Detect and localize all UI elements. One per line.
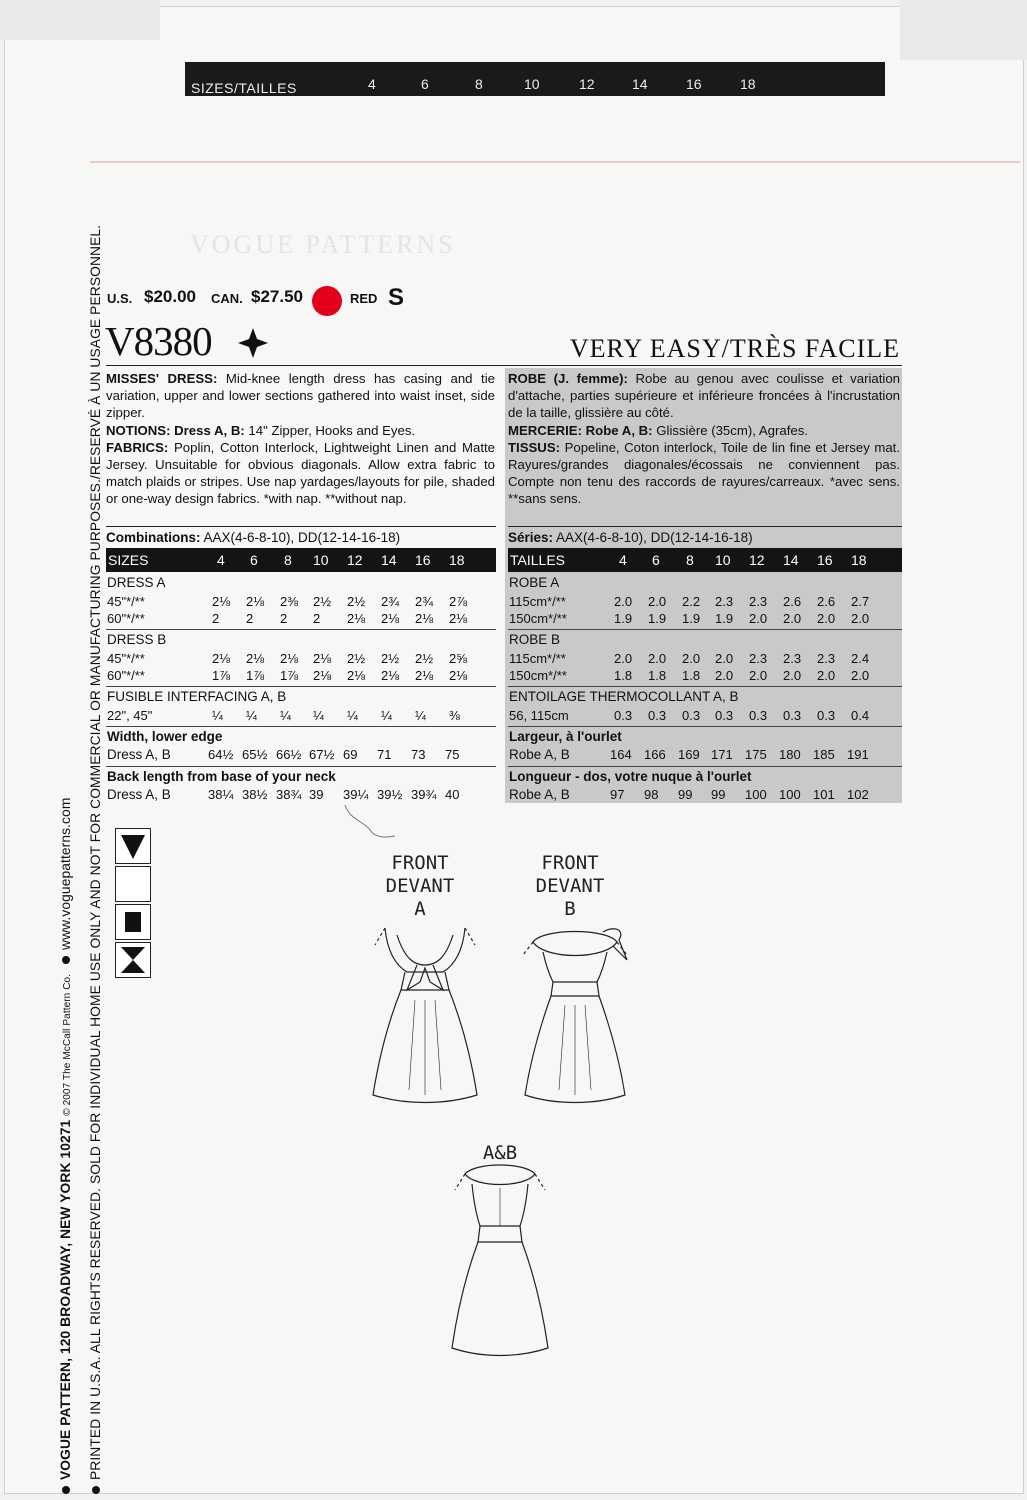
yardage-cell: 69 (343, 747, 358, 762)
yardage-cell: 1.9 (715, 611, 734, 626)
size-col: 10 (715, 552, 731, 568)
tailles-header-label: TAILLES (510, 552, 565, 568)
yardage-cell: 38¾ (276, 787, 302, 802)
size-col: 10 (313, 552, 329, 568)
yardage-cell: 2.7 (851, 594, 870, 609)
yardage-cell: 1.9 (614, 611, 633, 626)
yardage-cell: 98 (644, 787, 659, 802)
view-b-label (520, 852, 620, 921)
yardage-cell: 2.4 (851, 651, 870, 666)
bullet-icon (92, 1486, 100, 1494)
yardage-cell: 1.8 (648, 668, 667, 683)
yardage-cell: 2⅛ (246, 651, 265, 666)
table-separator (508, 629, 902, 630)
size-bar-size: 6 (421, 76, 429, 92)
series-title: Séries: (508, 530, 554, 545)
website-text: www.voguepatterns.com (58, 797, 73, 950)
yardage-cell: 2.0 (783, 668, 802, 683)
yardage-cell: 2.6 (783, 594, 802, 609)
yardage-cell: 2⅛ (280, 651, 299, 666)
yardage-cell: 2.0 (749, 668, 768, 683)
yardage-cell: 100 (779, 787, 801, 802)
yardage-cell: 99 (711, 787, 726, 802)
yardage-cell: 2⅛ (212, 651, 231, 666)
yardage-cell: 2⅛ (313, 668, 332, 683)
yardage-cell: ⅜ (449, 708, 460, 723)
tissus-title: TISSUS: (508, 439, 561, 455)
price-letter: S (388, 284, 405, 311)
yardage-cell: 2.0 (817, 611, 836, 626)
size-bar-size: 16 (686, 76, 702, 92)
yardage-cell: 2¾ (415, 594, 434, 609)
size-col: 8 (284, 552, 292, 568)
triangle-symbol (115, 828, 151, 864)
view-a-line3: A (414, 898, 426, 920)
yardage-cell: 171 (711, 747, 733, 762)
yardage-cell: 2.0 (715, 651, 734, 666)
yardage-cell: 2 (313, 611, 321, 626)
yardage-cell: ¼ (246, 708, 257, 723)
square-symbol (115, 904, 151, 940)
price-us-value: $20.00 (144, 287, 196, 306)
dress-a-front-drawing (365, 920, 485, 1120)
combinations-rule (106, 526, 496, 527)
size-col: 6 (652, 552, 660, 568)
yardage-cell: 2⅛ (449, 668, 468, 683)
yardage-cell: 2.2 (682, 594, 701, 609)
yardage-cell: 2⅛ (313, 651, 332, 666)
notions-title: NOTIONS: Dress A, B: (106, 422, 245, 438)
yardage-cell: 2⅛ (347, 611, 366, 626)
yardage-cell: 73 (411, 747, 426, 762)
yardage-cell: 2⅛ (381, 611, 400, 626)
dress-b-front-drawing (515, 920, 635, 1120)
blank-symbol (115, 866, 151, 902)
yardage-cell: ¼ (280, 708, 291, 723)
yardage-cell: 0.3 (648, 708, 667, 723)
yardage-cell: 1.8 (614, 668, 633, 683)
red-color-dot (312, 286, 342, 316)
yardage-cell: 2.0 (749, 611, 768, 626)
yardage-cell: 39¾ (411, 787, 437, 802)
yardage-cell: 169 (678, 747, 700, 762)
view-a-label (370, 852, 470, 921)
dress-back-drawing (440, 1160, 560, 1370)
hourglass-symbol (115, 942, 151, 978)
filled-square-icon (116, 905, 150, 939)
table-separator (508, 686, 902, 687)
yardage-cell: 2⅛ (212, 594, 231, 609)
yardage-cell: 2⅛ (415, 668, 434, 683)
robe-a-115-label: 115cm*/** (509, 594, 566, 609)
yardage-cell: 185 (813, 747, 835, 762)
yardage-cell: 39 (309, 787, 324, 802)
size-col: 14 (783, 552, 799, 568)
size-col: 12 (749, 552, 765, 568)
size-col: 16 (415, 552, 431, 568)
triangle-down-icon (116, 829, 150, 863)
yardage-cell: 39½ (377, 787, 403, 802)
yardage-cell: 2⅛ (415, 611, 434, 626)
size-col: 8 (686, 552, 694, 568)
view-b-line3: B (564, 898, 576, 920)
pen-mark (340, 800, 400, 840)
yardage-cell: 2 (280, 611, 288, 626)
view-a-line1: FRONT (391, 852, 449, 874)
yardage-cell: 2⅜ (280, 594, 299, 609)
address-text: PRINTED IN U.S.A. ALL RIGHTS RESERVED. SOLD FOR INDIVIDUAL HOME USE ONLY AND NOT FOR COMMERCIAL OR MANUFACTURING PURPOSES./RESERVÉ À UN USAGE PERSONNEL. (88, 224, 103, 1480)
yardage-cell: 2.0 (851, 611, 870, 626)
sizes-header-label: SIZES (108, 552, 149, 568)
yardage-cell: 2.0 (614, 651, 633, 666)
tissus-text: Popeline, Coton interlock, Toile de lin fine et Jersey mat. Rayures/grandes diagonales/écossais ne conviennent pas. Compte non tenu des raccords de rayures/carreaux. *avec sens. **sans sens. (508, 439, 901, 507)
yardage-cell: ¼ (347, 708, 358, 723)
size-col: 14 (381, 552, 397, 568)
size-bar-size: 10 (524, 76, 540, 92)
bullet-icon (62, 956, 70, 964)
yardage-cell: 2⅛ (449, 611, 468, 626)
yardage-cell: 2.0 (783, 611, 802, 626)
longueur-title: Longueur - dos, votre nuque à l'ourlet (509, 769, 752, 784)
difficulty-label: VERY EASY/TRÈS FACILE (569, 334, 900, 363)
yardage-cell: 1⅞ (212, 668, 231, 683)
price-color-label: RED (350, 291, 378, 306)
yardage-cell: 2¾ (381, 594, 400, 609)
size-col: 18 (851, 552, 867, 568)
series-rule (508, 526, 902, 527)
yardage-cell: 0.3 (614, 708, 633, 723)
english-description (106, 370, 495, 508)
yardage-cell: 2 (246, 611, 254, 626)
size-bar-size: 14 (632, 76, 648, 92)
series-line (508, 530, 753, 545)
back-length-title: Back length from base of your neck (107, 769, 336, 784)
notions-text: 14" Zipper, Hooks and Eyes. (248, 422, 416, 438)
entoilage-label: ENTOILAGE THERMOCOLLANT A, B (509, 689, 739, 704)
yardage-cell: 38¼ (208, 787, 234, 802)
pink-rule (90, 161, 1020, 163)
vertical-legal-text (88, 40, 116, 1500)
yardage-cell: 2⅝ (449, 651, 468, 666)
table-separator (106, 686, 496, 687)
size-bar-size: 4 (368, 76, 376, 92)
dress-a-60-label: 60"*/** (107, 611, 145, 626)
yardage-cell: 2½ (347, 594, 366, 609)
yardage-cell: 2.0 (648, 651, 667, 666)
width-row-label: Dress A, B (107, 747, 171, 762)
yardage-cell: 2.3 (749, 594, 768, 609)
yardage-cell: 164 (610, 747, 632, 762)
yardage-cell: ¼ (381, 708, 392, 723)
ghost-watermark-text: VOGUE PATTERNS (190, 230, 456, 259)
dress-b-45-label: 45"*/** (107, 651, 145, 666)
robe-title: ROBE (J. femme): (508, 371, 628, 386)
header-rule (106, 365, 902, 366)
size-bar (185, 62, 885, 96)
bullet-icon (62, 1486, 70, 1494)
yardage-cell: 75 (445, 747, 460, 762)
french-description (508, 370, 900, 508)
yardage-cell: 71 (377, 747, 392, 762)
table-separator (508, 726, 902, 727)
size-bar-size: 12 (579, 76, 595, 92)
yardage-cell: ¼ (313, 708, 324, 723)
yardage-cell: 180 (779, 747, 801, 762)
yardage-cell: 102 (847, 787, 869, 802)
yardage-cell: 1⅞ (280, 668, 299, 683)
paper-crease (900, 0, 1027, 60)
size-col: 6 (250, 552, 258, 568)
dress-text: Mid-knee length dress has casing and tie variation, upper and lower sections gathered into waist inset, side zipper. (106, 371, 495, 421)
combinations-title: Combinations: (106, 530, 201, 545)
price-can-value: $27.50 (251, 287, 303, 306)
yardage-cell: 99 (678, 787, 693, 802)
robe-b-label: ROBE B (509, 632, 561, 647)
back-length-row-label: Dress A, B (107, 787, 171, 802)
yardage-cell: 0.3 (749, 708, 768, 723)
longueur-row-label: Robe A, B (509, 787, 570, 802)
yardage-cell: 40 (445, 787, 460, 802)
yardage-cell: 1.9 (648, 611, 667, 626)
series-text: AAX(4-6-8-10), DD(12-14-16-18) (556, 530, 753, 545)
yardage-cell: 2.0 (682, 651, 701, 666)
yardage-cell: 2½ (313, 594, 332, 609)
yardage-cell: 38½ (242, 787, 268, 802)
yardage-cell: 1.9 (682, 611, 701, 626)
yardage-cell: 2.0 (851, 668, 870, 683)
pattern-number: V8380 (105, 318, 212, 364)
yardage-cell: 97 (610, 787, 625, 802)
english-size-header (106, 548, 496, 572)
yardage-cell: 0.3 (715, 708, 734, 723)
yardage-cell: 2½ (347, 651, 366, 666)
yardage-cell: 166 (644, 747, 666, 762)
yardage-cell: 1.8 (682, 668, 701, 683)
robe-b-115-label: 115cm*/** (509, 651, 566, 666)
dress-a-45-label: 45"*/** (107, 594, 145, 609)
yardage-cell: ¼ (212, 708, 223, 723)
view-back-label: A&B (482, 1142, 518, 1164)
view-b-line1: FRONT (541, 852, 599, 874)
yardage-cell: 0.4 (851, 708, 870, 723)
yardage-cell: 2.0 (817, 668, 836, 683)
yardage-cell: 2.0 (648, 594, 667, 609)
yardage-cell: 65½ (242, 747, 268, 762)
largeur-row-label: Robe A, B (509, 747, 570, 762)
combinations-line (106, 530, 400, 545)
vertical-address-text (58, 40, 86, 1500)
yardage-cell: 2⅛ (381, 668, 400, 683)
yardage-cell: 175 (745, 747, 767, 762)
fusible-label: FUSIBLE INTERFACING A, B (107, 689, 287, 704)
yardage-cell: 2.3 (783, 651, 802, 666)
yardage-cell: 39¼ (343, 787, 369, 802)
combinations-text: AAX(4-6-8-10), DD(12-14-16-18) (203, 530, 401, 545)
yardage-cell: 2½ (381, 651, 400, 666)
view-b-line2: DEVANT (535, 875, 605, 897)
mercerie-title: MERCERIE: Robe A, B: (508, 422, 653, 438)
dress-a-label: DRESS A (107, 575, 166, 590)
dress-b-label: DRESS B (107, 632, 167, 647)
yardage-cell: 2.0 (614, 594, 633, 609)
yardage-cell: 2.6 (817, 594, 836, 609)
yardage-cell: 2.0 (715, 668, 734, 683)
fusible-row-label: 22", 45" (107, 708, 153, 723)
yardage-cell: ¼ (415, 708, 426, 723)
four-point-star-icon (238, 328, 268, 358)
yardage-cell: 101 (813, 787, 835, 802)
size-bar-size: 8 (475, 76, 483, 92)
price-can-label: CAN. (211, 291, 243, 306)
yardage-cell: 64½ (208, 747, 234, 762)
table-separator (508, 766, 902, 767)
yardage-cell: 2.3 (749, 651, 768, 666)
yardage-cell: 191 (847, 747, 869, 762)
copyright-text: © 2007 The McCall Pattern Co. (62, 973, 73, 1116)
yardage-cell: 2½ (415, 651, 434, 666)
yardage-cell: 0.3 (817, 708, 836, 723)
yardage-cell: 2⅛ (347, 668, 366, 683)
size-bar-label: SIZES/TAILLES (191, 80, 297, 96)
yardage-cell: 2⅞ (449, 594, 468, 609)
view-a-line2: DEVANT (385, 875, 455, 897)
french-size-header (508, 548, 902, 572)
yardage-cell: 2 (212, 611, 220, 626)
robe-a-150-label: 150cm*/** (509, 611, 567, 626)
size-col: 4 (217, 552, 225, 568)
robe-b-150-label: 150cm*/** (509, 668, 567, 683)
yardage-cell: 1⅞ (246, 668, 265, 683)
table-separator (106, 766, 496, 767)
dress-title: MISSES' DRESS: (106, 371, 218, 386)
yardage-cell: 66½ (276, 747, 302, 762)
size-col: 18 (449, 552, 465, 568)
table-separator (106, 726, 496, 727)
yardage-cell: 2⅛ (246, 594, 265, 609)
hourglass-icon (116, 943, 150, 977)
yardage-cell: 0.3 (783, 708, 802, 723)
price-us-label: U.S. (107, 291, 133, 306)
fabrics-text: Poplin, Cotton Interlock, Lightweight Linen and Matte Jersey. Unsuitable for obvious diagonals. Allow extra fabric to match plaids or stripes. Use nap yardages/layouts for pile, shaded or one-way design fabrics. *with nap. **without nap. (106, 439, 495, 507)
size-col: 12 (347, 552, 363, 568)
robe-a-label: ROBE A (509, 575, 560, 590)
yardage-cell: 2.3 (817, 651, 836, 666)
robe-text: Robe au genou avec coulisse et variation d'attache, parties supérieure et inférieure froncées à l'incrustation de la taille, glissière au côté. (508, 371, 900, 421)
table-separator (106, 629, 496, 630)
entoilage-row-label: 56, 115cm (509, 708, 569, 723)
yardage-cell: 2.3 (715, 594, 734, 609)
size-col: 16 (817, 552, 833, 568)
dress-b-60-label: 60"*/** (107, 668, 145, 683)
mercerie-text: Glissière (35cm), Agrafes. (656, 422, 808, 438)
yardage-cell: 0.3 (682, 708, 701, 723)
largeur-title: Largeur, à l'ourlet (509, 729, 622, 744)
size-bar-size: 18 (740, 76, 756, 92)
yardage-cell: 100 (745, 787, 767, 802)
fabrics-title: FABRICS: (106, 439, 169, 455)
width-title: Width, lower edge (107, 729, 223, 744)
paper-crease (0, 0, 160, 40)
vogue-address: VOGUE PATTERN, 120 BROADWAY, NEW YORK 10271 (58, 1119, 73, 1480)
yardage-cell: 67½ (309, 747, 335, 762)
size-col: 4 (619, 552, 627, 568)
